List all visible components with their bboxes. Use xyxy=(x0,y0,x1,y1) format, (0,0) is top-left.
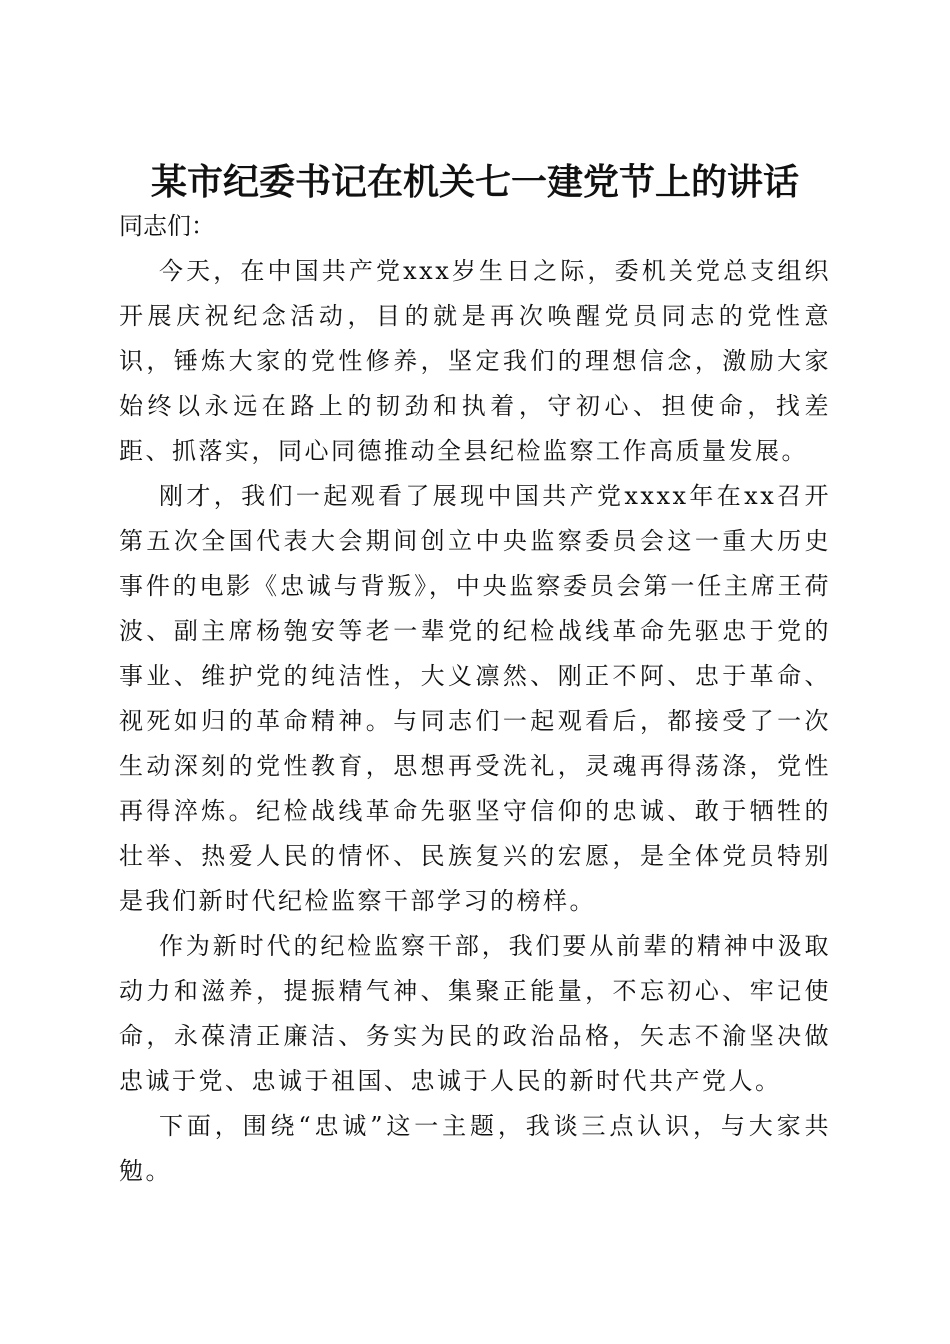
paragraph-2: 刚才，我们一起观看了展现中国共产党xxxx年在xx召开第五次全国代表大会期间创立中央监察委员会这一重大历史事件的电影《忠诚与背叛》，中央监察委员会第一任主席王荷波、副主席杨匏安等老一辈党的纪检战线革命先驱忠于党的事业、维护党的纯洁性，大义凛然、刚正不阿、忠于革命、视死如归的革命精神。与同志们一起观看后，都接受了一次生动深刻的党性教育，思想再受洗礼，灵魂再得荡涤，党性再得淬炼。纪检战线革命先驱坚守信仰的忠诚、敢于牺牲的壮举、热爱人民的情怀、民族复兴的宏愿，是全体党员特别是我们新时代纪检监察干部学习的榜样。 xyxy=(119,482,831,915)
paragraph-1: 今天，在中国共产党xxx岁生日之际，委机关党总支组织开展庆祝纪念活动，目的就是再次唤醒党员同志的党性意识，锤炼大家的党性修养，坚定我们的理想信念，激励大家始终以永远在路上的韧劲和执着，守初心、担使命，找差距、抓落实，同心同德推动全县纪检监察工作高质量发展。 xyxy=(119,257,831,465)
document-body xyxy=(119,204,831,1194)
salutation: 同志们： xyxy=(119,212,215,240)
paragraph-4: 下面，围绕“忠诚”这一主题，我谈三点认识，与大家共勉。 xyxy=(119,1112,831,1185)
document-title: 某市纪委书记在机关七一建党节上的讲话 xyxy=(150,161,799,204)
paragraph-3: 作为新时代的纪检监察干部，我们要从前辈的精神中汲取动力和滋养，提振精气神、集聚正能量，不忘初心、牢记使命，永葆清正廉洁、务实为民的政治品格，矢志不渝坚决做忠诚于党、忠诚于祖国、忠诚于人民的新时代共产党人。 xyxy=(119,932,831,1095)
